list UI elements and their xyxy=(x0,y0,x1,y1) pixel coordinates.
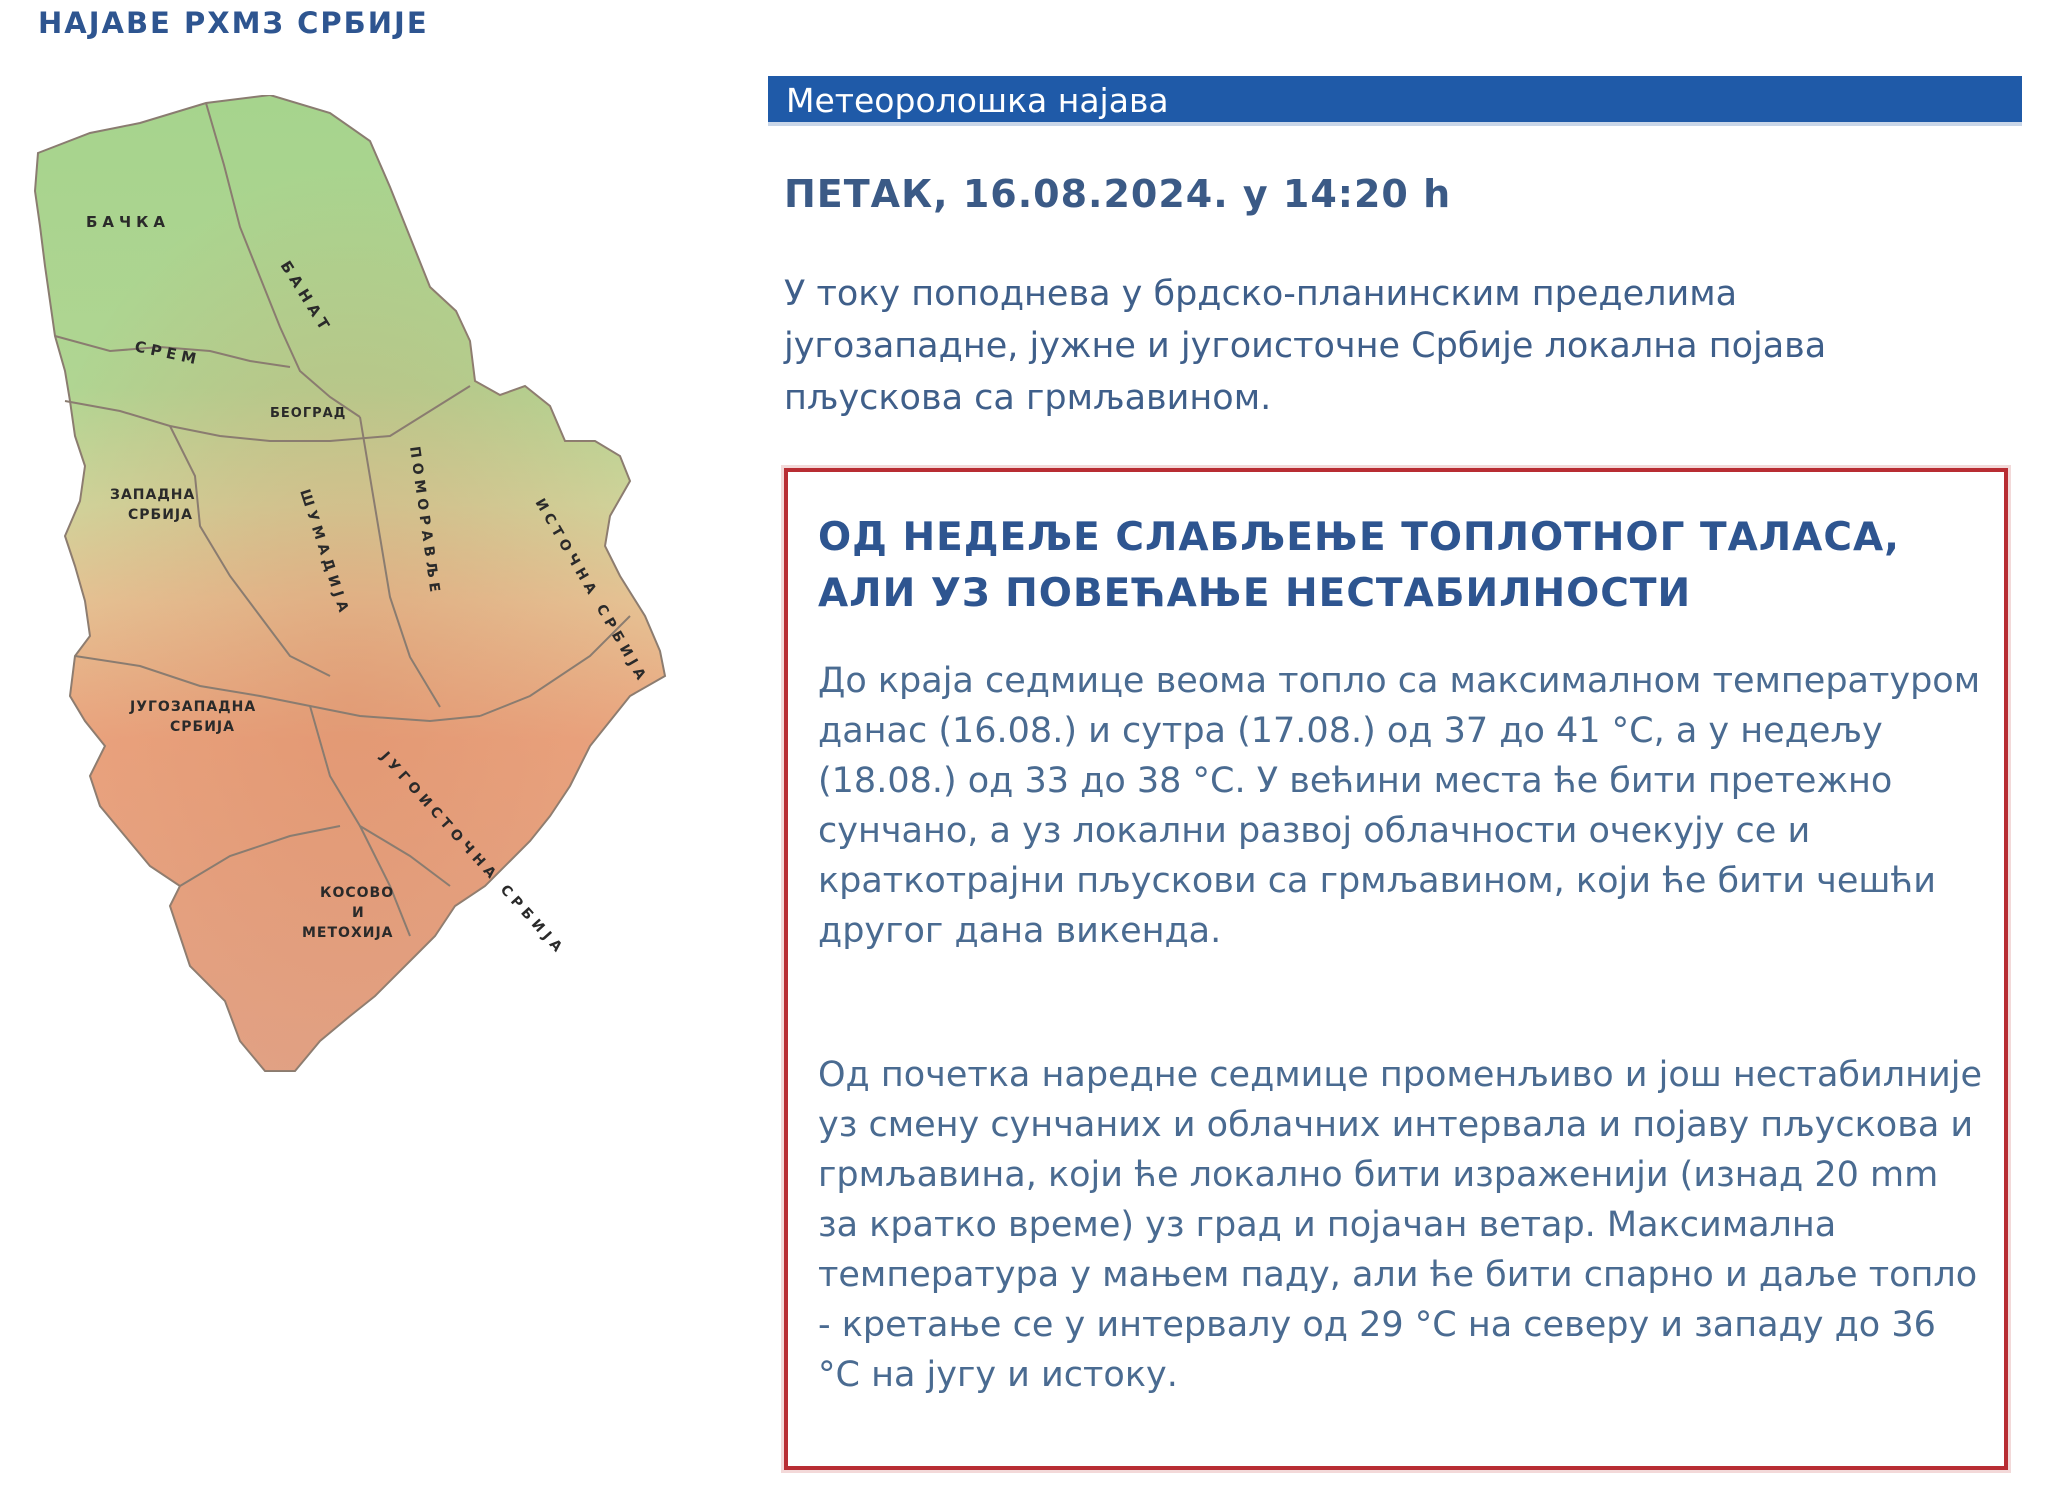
region-label-pomoravlje: ПОМОРАВЉЕ xyxy=(406,445,444,599)
region-label-srem: СРЕМ xyxy=(133,337,203,369)
forecast-summary: У току поподнева у брдско-планинским пределима југозападне, јужне и југоисточне Србије локална појава пљускова са грмљавином. xyxy=(784,274,1827,418)
warning-title: ОД НЕДЕЉЕ СЛАБЉЕЊЕ ТОПЛОТНОГ ТАЛАСА, АЛИ УЗ ПОВЕЋАЊЕ НЕСТАБИЛНОСТИ xyxy=(818,515,1900,616)
section-header-bar xyxy=(768,76,2022,122)
region-label-banat: БАНАТ xyxy=(276,257,336,338)
warning-box xyxy=(784,468,2008,1470)
region-label-zapadna-1: ЗАПАДНА xyxy=(110,487,196,503)
region-label-jugoistocna: ЈУГОИСТОЧНА СРБИЈА xyxy=(377,748,569,959)
section-title: Метеоролошка најава xyxy=(786,81,1169,120)
region-label-beograd: БЕОГРАД xyxy=(270,406,347,421)
serbia-regions-map xyxy=(28,95,738,1095)
region-label-kosovo-3: МЕТОХИЈА xyxy=(302,925,394,941)
warning-paragraph-1: До краја седмице веома топло са максималном температуром данас (16.08.) и сутра (17.08.) од 37 до 41 °C, а у недељу (18.08.) од 33 до 38 °C. У већини места ће бити претежно сунчано, а уз локални развој облачности очекују се и краткотрајни пљускови са грмљавином, који ће бити чешћи другог дана викенда. xyxy=(818,661,1981,951)
warning-paragraph-2: Од почетка наредне седмице променљиво и још нестабилније уз смену сунчаних и облачних интервала и појаву пљускова и грмљавина, који ће локално бити израженији (изнад 20 mm за кратко време) уз град и појачан ветар. Максимална температура у мањем паду, али ће бити спарно и даље топло - кретање се у интервалу од 29 °C на северу и западу до 36 °C на југу и истоку. xyxy=(818,1055,1982,1395)
region-label-jugozapadna-2: СРБИЈА xyxy=(170,719,235,735)
region-label-jugozapadna-1: ЈУГОЗАПАДНА xyxy=(130,699,257,715)
region-label-kosovo-2: И xyxy=(352,905,365,921)
region-label-zapadna-2: СРБИЈА xyxy=(128,507,193,523)
forecast-datetime: ПЕТАК, 16.08.2024. у 14:20 h xyxy=(784,172,1452,216)
region-label-backa: БАЧКА xyxy=(86,213,171,231)
region-label-istocna: ИСТОЧНА СРБИЈА xyxy=(531,496,651,687)
region-label-sumadija: ШУМАДИЈА xyxy=(296,487,353,619)
region-label-kosovo-1: КОСОВО xyxy=(320,885,395,901)
page-title: НАЈАВЕ РХМЗ СРБИЈЕ xyxy=(38,6,429,40)
